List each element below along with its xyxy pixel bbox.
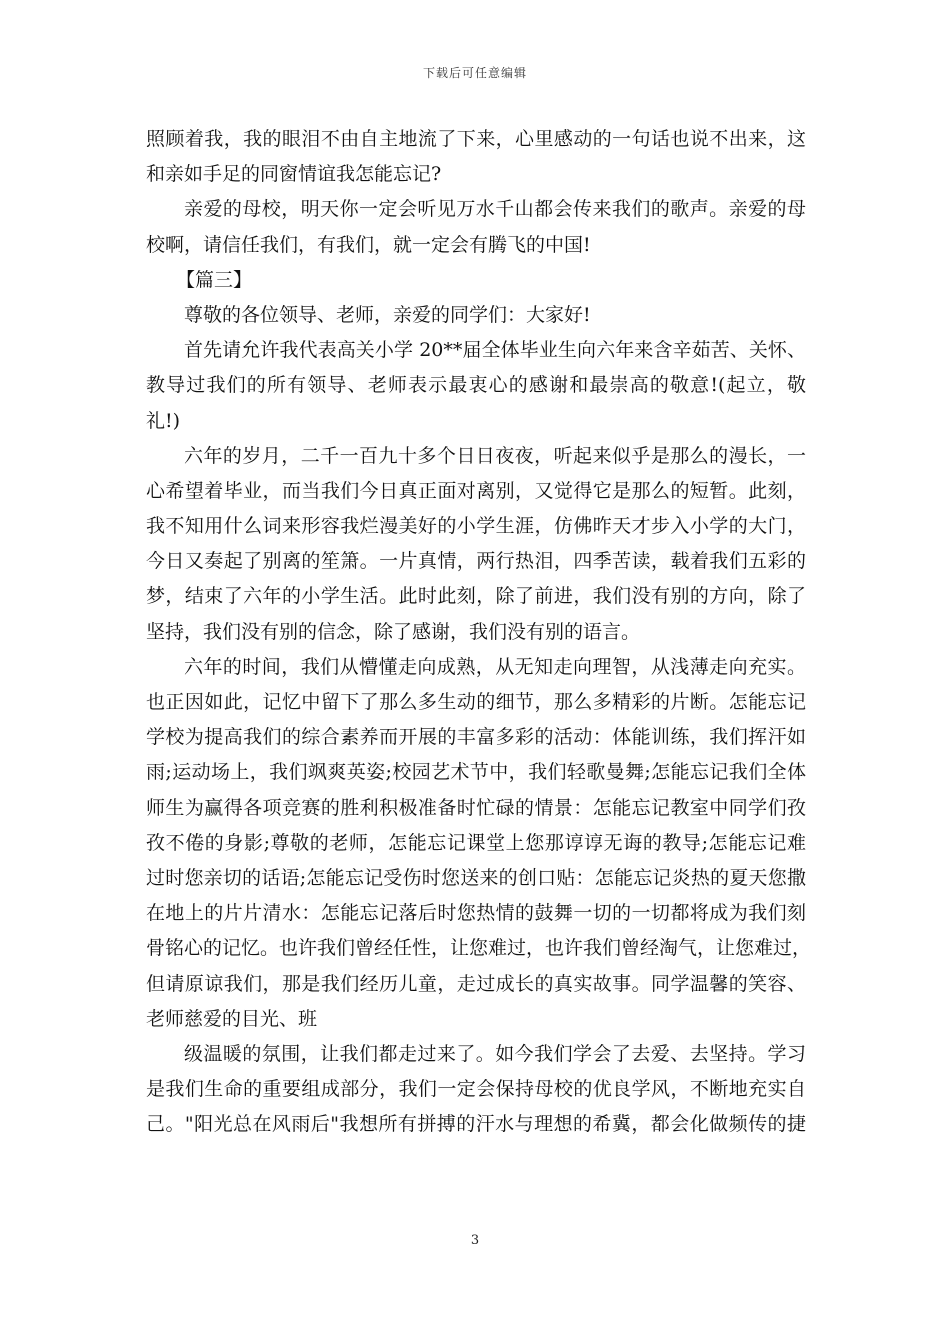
body-line: 是我们生命的重要组成部分，我们一定会保持母校的优良学风，不断地充实自 — [146, 1078, 806, 1101]
section-heading: 【篇三】 — [176, 268, 253, 291]
page-header: 下载后可任意编辑 — [422, 66, 527, 80]
body-line: 师生为赢得各项竞赛的胜利积极准备时忙碌的情景：怎能忘记教室中同学们孜 — [146, 796, 806, 819]
body-line: 今日又奏起了别离的笙箫。一片真情，两行热泪，四季苦读，载着我们五彩的 — [146, 550, 806, 573]
body-line: 校啊，请信任我们，有我们，就一定会有腾飞的中国! — [146, 233, 591, 256]
body-line: 亲爱的母校，明天你一定会听见万水千山都会传来我们的歌声。亲爱的母 — [184, 198, 806, 221]
body-line: 梦，结束了六年的小学生活。此时此刻，除了前进，我们没有别的方向，除了 — [146, 585, 806, 608]
body-line: 和亲如手足的同窗情谊我怎能忘记? — [146, 163, 442, 186]
body-line: 老师慈爱的目光、班 — [146, 1007, 318, 1030]
body-line: 照顾着我，我的眼泪不由自主地流了下来，心里感动的一句话也说不出来，这 — [146, 128, 806, 150]
body-line: 但请原谅我们，那是我们经历儿童，走过成长的真实故事。同学温馨的笑容、 — [146, 972, 806, 995]
body-line: 过时您亲切的话语;怎能忘记受伤时您送来的创口贴：怎能忘记炎热的夏天您撒 — [146, 866, 806, 889]
body-line: 礼!) — [146, 409, 181, 432]
body-line: 骨铭心的记忆。也许我们曾经任性，让您难过，也许我们曾经淘气，让您难过， — [146, 937, 812, 960]
body-line: 己。"阳光总在风雨后"我想所有拼搏的汗水与理想的希冀，都会化做频传的捷 — [146, 1113, 806, 1136]
body-line: 尊敬的各位领导、老师，亲爱的同学们：大家好! — [184, 303, 591, 326]
body-line: 六年的时间，我们从懵懂走向成熟，从无知走向理智，从浅薄走向充实。 — [184, 655, 806, 678]
body-line: 也正因如此，记忆中留下了那么多生动的细节，那么多精彩的片断。怎能忘记 — [146, 691, 806, 713]
body-line: 首先请允许我代表高关小学 20**届全体毕业生向六年来含辛茹苦、关怀、 — [184, 339, 806, 362]
body-line: 孜不倦的身影;尊敬的老师，怎能忘记课堂上您那谆谆无诲的教导;怎能忘记难 — [146, 831, 806, 854]
document-body — [146, 122, 812, 1142]
body-line: 心希望着毕业，而当我们今日真正面对离别，又觉得它是那么的短暂。此刻， — [146, 479, 806, 502]
body-line: 学校为提高我们的综合素养而开展的丰富多彩的活动：体能训练，我们挥汗如 — [146, 726, 806, 749]
body-line: 六年的岁月，二千一百九十多个日日夜夜，听起来似乎是那么的漫长，一 — [184, 444, 806, 467]
body-line: 级温暖的氛围，让我们都走过来了。如今我们学会了去爱、去坚持。学习 — [184, 1042, 806, 1065]
body-line: 在地上的片片清水：怎能忘记落后时您热情的鼓舞一切的一切都将成为我们刻 — [146, 902, 806, 925]
body-line: 教导过我们的所有领导、老师表示最衷心的感谢和最崇高的敬意!(起立，敬 — [146, 374, 806, 397]
page-number: 3 — [470, 1233, 480, 1248]
body-line: 我不知用什么词来形容我烂漫美好的小学生涯，仿佛昨天才步入小学的大门， — [146, 515, 806, 538]
body-line: 坚持，我们没有别的信念，除了感谢，我们没有别的语言。 — [146, 620, 641, 643]
body-line: 雨;运动场上，我们飒爽英姿;校园艺术节中，我们轻歌曼舞;怎能忘记我们全体 — [146, 761, 806, 784]
